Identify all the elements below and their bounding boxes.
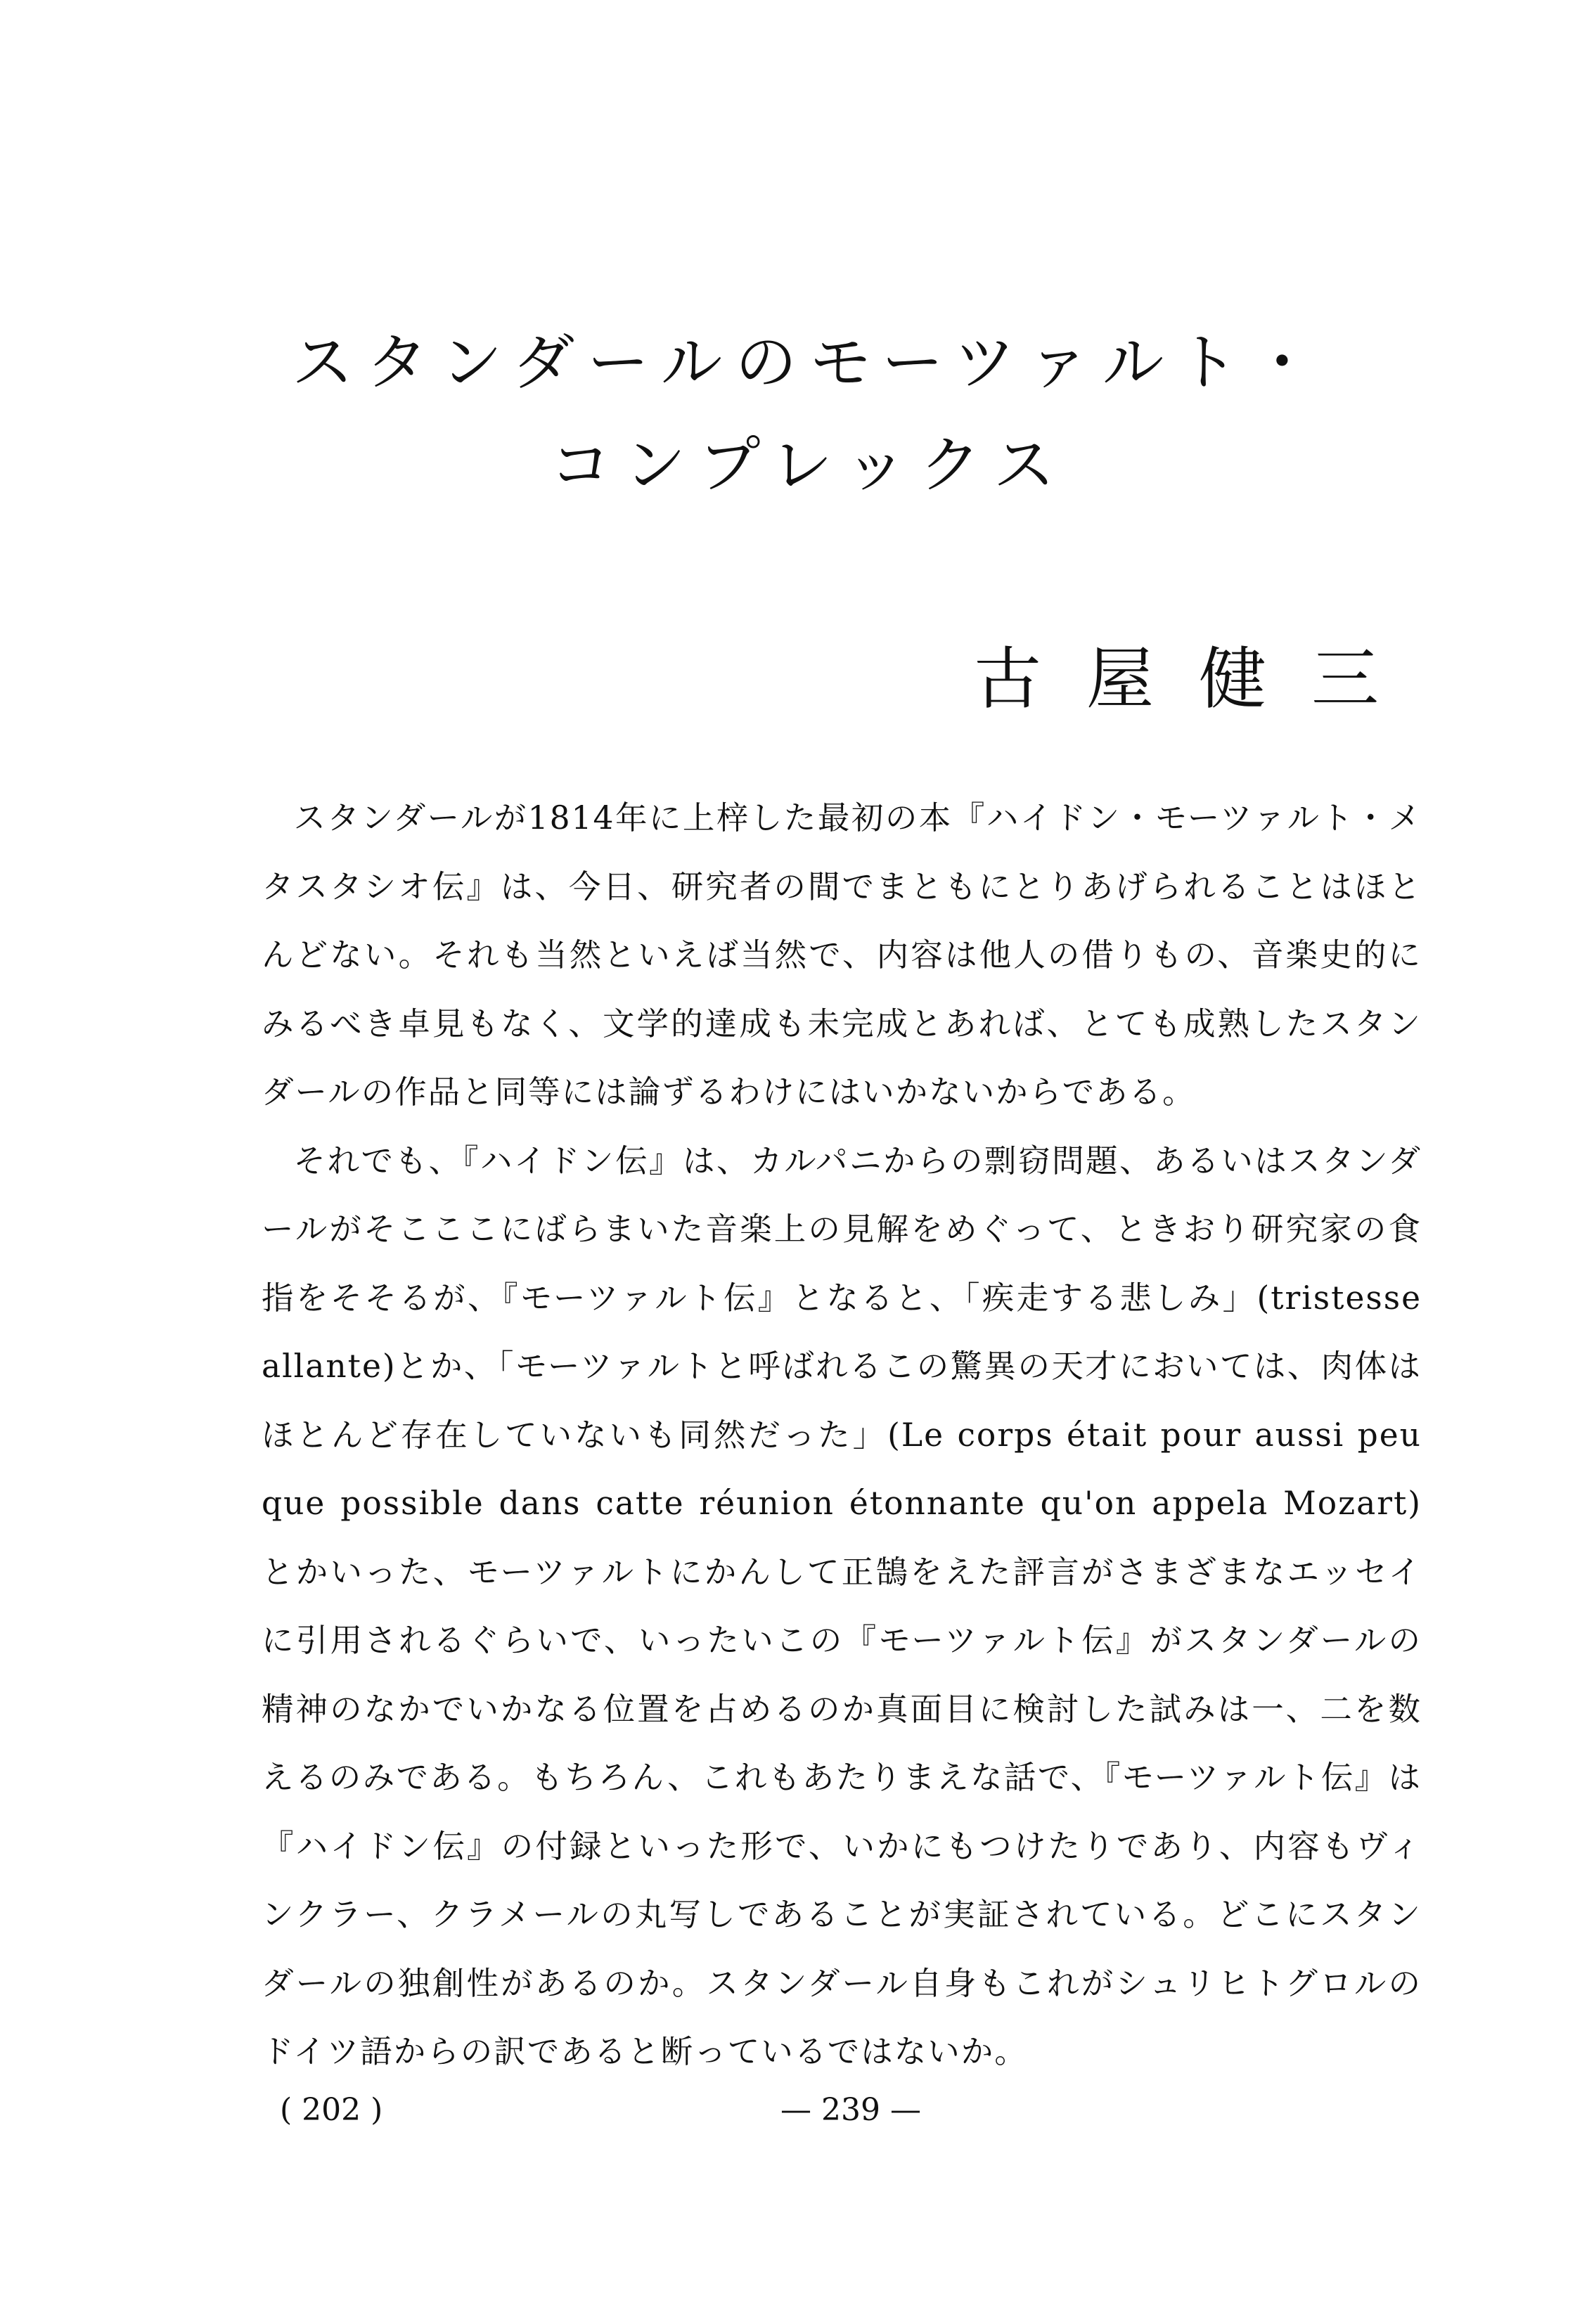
article-title-line-2: コンプレックス [549,429,1068,501]
article-title-line-1: スタンダールのモーツァルト・ [291,326,1326,399]
author-name: 古屋健三 [974,640,1424,718]
page-number-left: ( 202 ) [280,2092,383,2128]
article-body [262,784,1422,2086]
paragraph-2: それでも、『ハイドン伝』は、カルパニからの剽窃問題、あるいはスタンダールがそこここにばらまいた音楽上の見解をめぐって、ときおり研究家の食指をそそるが、『モーツァルト伝』となると、「疾走する悲しみ」(tristesse allante)とか、「モーツァルトと呼ばれるこの驚異の天才においては、肉体はほとんど存在していないも同然だった」(Le corps était pour aussi peu que possible dans catte réunion étonnante qu'on appela Mozart)とかいった、モーツァルトにかんして正鵠をえた評言がさまざまなエッセイに引用されるぐらいで、いったいこの『モーツァルト伝』がスタンダールの精神のなかでいかなる位置を占めるのか真面目に検討した試みは一、二を数えるのみである。もちろん、これもあたりまえな話で、『モーツァルト伝』は『ハイドン伝』の付録といった形で、いかにもつけたりであり、内容もヴィンクラー、クラメールの丸写しであることが実証されている。どこにスタンダールの独創性があるのか。スタンダール自身もこれがシュリヒトグロルのドイツ語からの訳であると断っているではないか。 [262,1142,1422,2070]
paragraph-1: スタンダールが1814年に上梓した最初の本『ハイドン・モーツァルト・メタスタシオ伝』は、今日、研究者の間でまともにとりあげられることはほとんどない。それも当然といえば当然で、内容は他人の借りもの、音楽史的にみるべき卓見もなく、文学的達成も未完成とあれば、とても成熟したスタンダールの作品と同等には論ずるわけにはいかないからである。 [262,799,1422,1111]
page-number-center: — 239 — [780,2092,921,2128]
